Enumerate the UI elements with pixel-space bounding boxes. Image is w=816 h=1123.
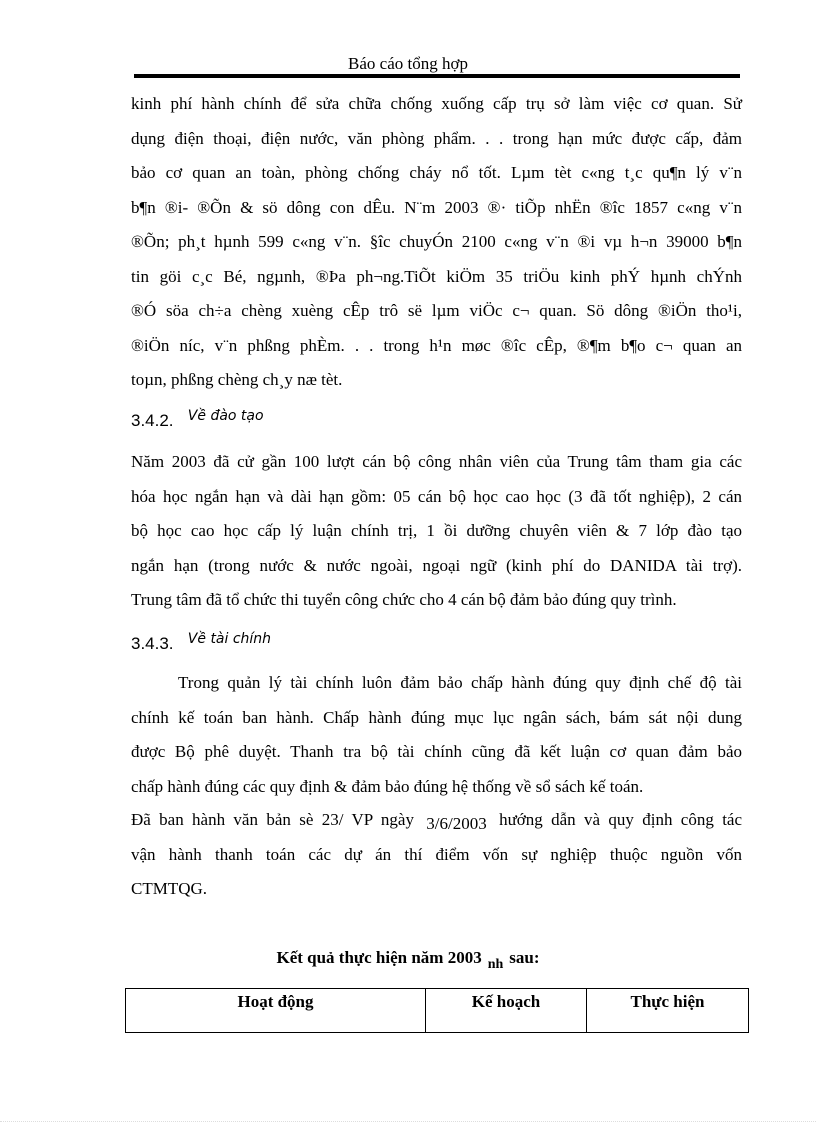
intro-line: ®Õn; ph¸t hµnh 599 c«ng v¨n. §îc chuyÓn 2100 c«ng v¨n ®i vµ h¬n 39000 b¶n xyxy=(131,232,742,251)
intro-paragraph xyxy=(131,87,742,398)
training-line: bộ học cao học cấp lý luận chính trị, 1 ồi dưỡng chuyên viên & 7 lớp đào tạo xyxy=(131,521,742,540)
intro-line: b¶n ®i- ®Õn & sö dông con dÊu. N¨m 2003 ®· tiÕp nhËn ®îc 1857 c«ng v¨n xyxy=(131,197,742,217)
section-number: 3.4.3. xyxy=(131,634,174,653)
finance-paragraph xyxy=(131,666,742,804)
decree-date: 3/6/2003 xyxy=(426,814,487,833)
finance-line: Trong quản lý tài chính luôn đảm bảo chấp hành đúng quy định chế độ tài xyxy=(178,673,742,692)
section-heading-training xyxy=(131,410,264,433)
intro-line: dụng điện thoại, điện nước, văn phòng phẩm. . . trong hạn mức được cấp, đảm xyxy=(131,128,742,148)
training-line: Năm 2003 đã cử gần 100 lượt cán bộ công nhân viên của Trung tâm tham gia các xyxy=(131,452,742,471)
section-title: Về tài chính xyxy=(187,631,272,647)
intro-line: kinh phí hành chính để sửa chữa chống xuống cấp trụ sở làm việc cơ quan. Sử xyxy=(131,94,742,113)
finance-line: chấp hành đúng các quy định & đảm bảo đúng hệ thống về sổ sách kế toán. xyxy=(131,776,644,796)
intro-line: toµn, phßng chèng ch¸y næ tèt. xyxy=(131,370,343,389)
header-rule xyxy=(134,74,740,78)
section-number: 3.4.2. xyxy=(131,411,174,430)
column-header-actual: Thực hiện xyxy=(630,992,705,1011)
training-line: Trung tâm đã tổ chức thi tuyển công chức cho 4 cán bộ đảm bảo đúng quy trình. xyxy=(131,590,677,609)
training-paragraph xyxy=(131,445,742,618)
results-caption-end: sau: xyxy=(509,948,540,967)
training-line: hóa học ngắn hạn và dài hạn gồm: 05 cán bộ học cao học (3 đã tốt nghiệp), 2 cán xyxy=(131,486,742,506)
decree-line: vận hành thanh toán các dự án thí điểm vốn sự nghiệp thuộc nguồn vốn xyxy=(131,844,742,864)
intro-line: ®iÖn níc, v¨n phßng phÈm. . . trong h¹n møc ®îc cÊp, ®¶m b¶o c¬ quan an xyxy=(131,335,742,355)
section-title: Về đào tạo xyxy=(187,408,264,424)
intro-line: ®Ó söa ch÷a chèng xuèng cÊp trô së lµm viÖc c¬ quan. Sö dông ®iÖn tho¹i, xyxy=(131,301,742,320)
results-caption-sub: nh xyxy=(487,957,504,972)
page-header-title: Báo cáo tổng hợp xyxy=(348,54,468,73)
intro-line: bảo cơ quan an toàn, phòng chống cháy nổ tốt. Lµm tèt c«ng t¸c qu¶n lý v¨n xyxy=(131,163,742,182)
decree-paragraph xyxy=(131,803,742,907)
results-table-header xyxy=(125,988,749,1033)
finance-line: chính kế toán ban hành. Chấp hành đúng mục lục ngân sách, bám sát nội dung xyxy=(131,707,742,727)
results-caption-main: Kết quả thực hiện năm 2003 xyxy=(276,948,482,967)
page-edge-divider xyxy=(0,1121,816,1122)
decree-line: CTMTQG. xyxy=(131,879,208,898)
results-caption xyxy=(0,947,816,971)
decree-suffix: hướng dẫn và quy định công tác xyxy=(499,810,743,829)
decree-prefix: Đã ban hành văn bản sè 23/ VP ngày xyxy=(131,810,414,829)
finance-line: được Bộ phê duyệt. Thanh tra bộ tài chính cũng đã kết luận cơ quan đảm bảo xyxy=(131,742,742,761)
intro-line: tin göi c¸c Bé, ngµnh, ®Þa ph¬ng.TiÕt kiÖm 35 triÖu kinh phÝ hµnh chÝnh xyxy=(131,266,742,286)
column-header-activity: Hoạt động xyxy=(126,989,426,1032)
decree-first-line xyxy=(131,803,742,838)
training-line: ngắn hạn (trong nước & nước ngoài, ngoại ngữ (kinh phí do DANIDA tài trợ). xyxy=(131,555,742,575)
column-header-plan: Kế hoạch xyxy=(426,989,587,1032)
section-heading-finance xyxy=(131,633,271,656)
